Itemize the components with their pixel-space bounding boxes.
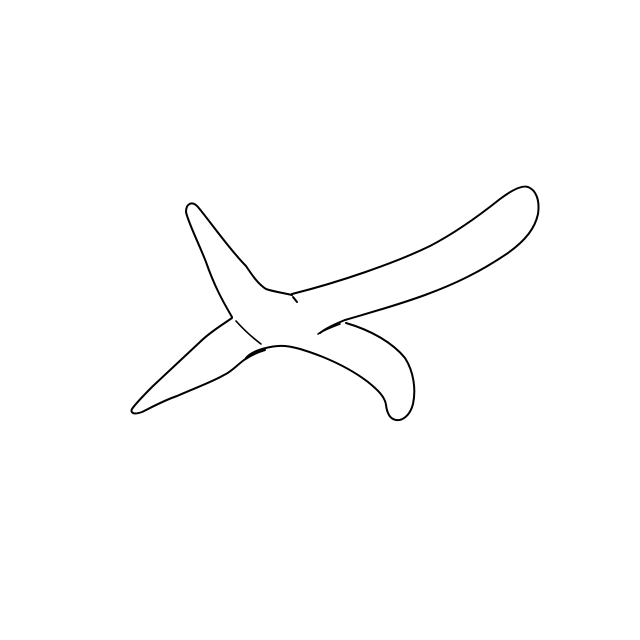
right-arm-upper-edge [292,187,539,333]
upper-left-arm-outline [186,203,292,317]
junction-tick [293,297,297,302]
lower-right-curl-outline [246,323,414,420]
junction-crease-right [318,324,340,334]
junction-crease-left [236,321,261,344]
lower-left-arm-outline [131,318,265,413]
